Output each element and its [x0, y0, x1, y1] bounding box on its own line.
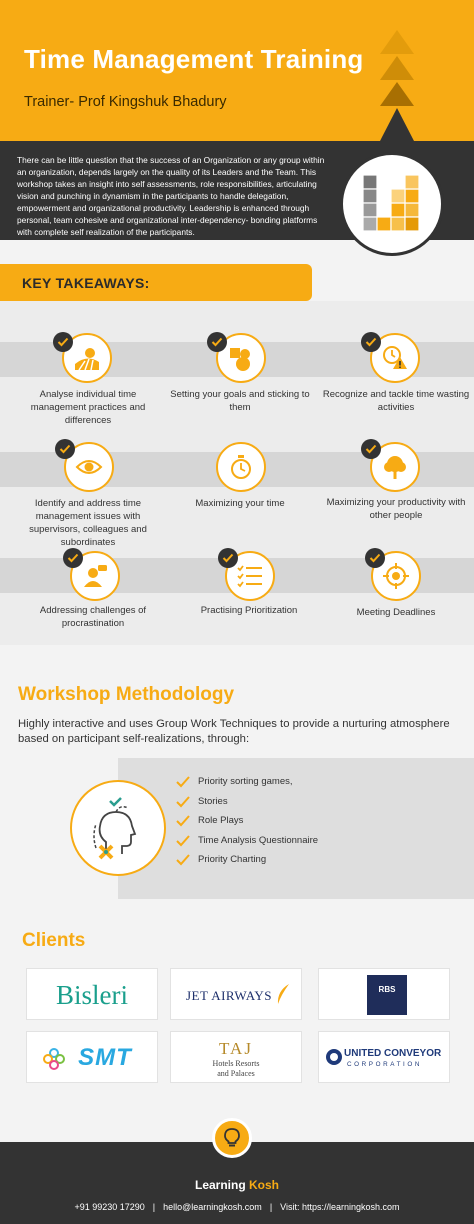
target-icon: [382, 562, 410, 590]
checkmark-icon: [176, 835, 190, 847]
learningkosh-logo: [340, 152, 444, 256]
client-logo-rbs: [318, 968, 450, 1020]
list-item: [176, 776, 318, 796]
checklist-icon: [236, 562, 264, 590]
workshop-description: Highly interactive and uses Group Work Techniques to provide a nurturing atmosphere based on participant self-realizations, through:: [18, 718, 450, 745]
checkmark-icon: [369, 552, 381, 564]
person-speech-icon: [81, 562, 109, 590]
client-logo-bisleri: [26, 968, 158, 1020]
trainer-name: Trainer- Prof Kingshuk Bhadury: [24, 94, 227, 110]
clock-warning-icon: [381, 344, 409, 372]
bisleri-wordmark: Bisleri: [56, 980, 128, 1010]
cube-logo-icon: [343, 155, 441, 253]
jet-airways-emblem-icon: [275, 983, 291, 1005]
taj-wordmark: TAJ: [219, 1039, 253, 1058]
bulb-badge: [212, 1118, 252, 1158]
smt-wordmark: SMT: [78, 1044, 132, 1071]
ucc-wordmark: UNITED CONVEYOR: [344, 1048, 442, 1059]
list-item: [176, 815, 318, 835]
check-badge: [361, 332, 381, 352]
ucc-emblem-icon: [325, 1048, 343, 1066]
rbs-badge: [367, 975, 407, 1015]
client-logo-jet-airways: [170, 968, 302, 1020]
takeaway-text: Addressing challenges of procrastination: [39, 605, 147, 629]
goals-shapes-icon: [227, 344, 255, 372]
takeaway-text: Setting your goals and sticking to them: [170, 389, 310, 413]
workshop-techniques-list: [176, 776, 318, 874]
check-badge: [218, 548, 238, 568]
rbs-wordmark: RBS: [378, 985, 396, 994]
list-item: [176, 796, 318, 816]
check-badge: [365, 548, 385, 568]
check-badge: [55, 439, 75, 459]
checkmark-icon: [59, 443, 71, 455]
chevron-up-icon: [380, 56, 414, 80]
light-bulb-icon: [223, 1128, 241, 1148]
takeaway-icon-circle: [216, 442, 266, 492]
checkmark-icon: [176, 796, 190, 808]
brand-first: Learning: [194, 1178, 246, 1192]
check-badge: [207, 332, 227, 352]
taj-subtitle: and Palaces: [217, 1069, 255, 1078]
client-logo-smt: [26, 1031, 158, 1083]
checkmark-icon: [57, 336, 69, 348]
website-link[interactable]: Visit: https://learningkosh.com: [280, 1202, 400, 1212]
header-banner: [0, 0, 474, 141]
check-badge: [361, 439, 381, 459]
field-icon: [73, 344, 101, 372]
page-title: Time Management Training: [24, 44, 364, 74]
takeaway-text: Maximizing your productivity with other people: [326, 497, 466, 521]
client-logo-taj: [170, 1031, 302, 1083]
checkmark-icon: [365, 336, 377, 348]
clients-title: Clients: [22, 930, 86, 951]
checkmark-icon: [67, 552, 79, 564]
jet-airways-wordmark: JET AIRWAYS: [185, 988, 273, 1003]
workshop-icon-circle: [70, 780, 166, 876]
chevron-up-icon: [380, 30, 414, 54]
intro-text: There can be little question that the success of an Organization or any group within an organization, depends largely on the quality of its Leaders and the Team. This workshop takes an insight into self assessments, role responsibilities, articulating vision and punching in dynamism in the participants to handle delegation, empowerment and organizational productivity. Leadership is enhanced through personal, team cohesive and organizational inter-dependency- bonding platforms with complete self realization of the participants.: [17, 155, 325, 237]
chevron-up-icon: [380, 108, 414, 141]
phone-number: +91 99230 17290: [74, 1202, 145, 1212]
email-link[interactable]: hello@learningkosh.com: [163, 1202, 262, 1212]
taj-subtitle: Hotels Resorts: [212, 1059, 260, 1068]
footer-brand: [0, 1178, 474, 1192]
takeaway-text: Meeting Deadlines: [356, 607, 436, 618]
eye-icon: [75, 453, 103, 481]
takeaway-text: Practising Prioritization: [200, 605, 298, 616]
check-badge: [53, 332, 73, 352]
list-item: [176, 835, 318, 855]
stopwatch-icon: [227, 453, 255, 481]
list-item-label: Priority Charting: [198, 854, 267, 865]
key-takeaways-banner: [0, 264, 312, 301]
checkmark-icon: [365, 443, 377, 455]
workshop-title: Workshop Methodology: [18, 684, 235, 705]
list-item-label: Role Plays: [198, 815, 244, 826]
takeaway-text: Recognize and tackle time wasting activities: [322, 389, 470, 413]
list-item-label: Time Analysis Questionnaire: [198, 834, 319, 846]
takeaway-text: Maximizing your time: [195, 498, 285, 509]
chevron-up-icon: [380, 82, 414, 106]
brand-second: Kosh: [249, 1178, 279, 1192]
takeaway-text: Identify and address time management issues with supervisors, colleagues and subordinates: [29, 498, 147, 548]
checkmark-icon: [176, 854, 190, 866]
checkmark-icon: [176, 815, 190, 827]
footer-contact: +91 99230 17290 | hello@learningkosh.com | Visit: https://learningkosh.com: [74, 1202, 400, 1212]
ucc-subtitle: CORPORATION: [347, 1061, 423, 1068]
checkmark-icon: [211, 336, 223, 348]
checkmark-icon: [176, 776, 190, 788]
key-takeaways-heading: KEY TAKEAWAYS:: [22, 275, 150, 291]
list-item-label: Priority sorting games,: [198, 776, 293, 787]
check-badge: [63, 548, 83, 568]
checkmark-icon: [222, 552, 234, 564]
tree-icon: [381, 453, 409, 481]
takeaway-text: Analyse individual time management practices and differences: [30, 389, 146, 426]
client-logo-united-conveyor: [318, 1031, 450, 1083]
thinking-head-icon: [90, 796, 148, 862]
list-item-label: Stories: [198, 795, 228, 807]
list-item: [176, 854, 318, 874]
